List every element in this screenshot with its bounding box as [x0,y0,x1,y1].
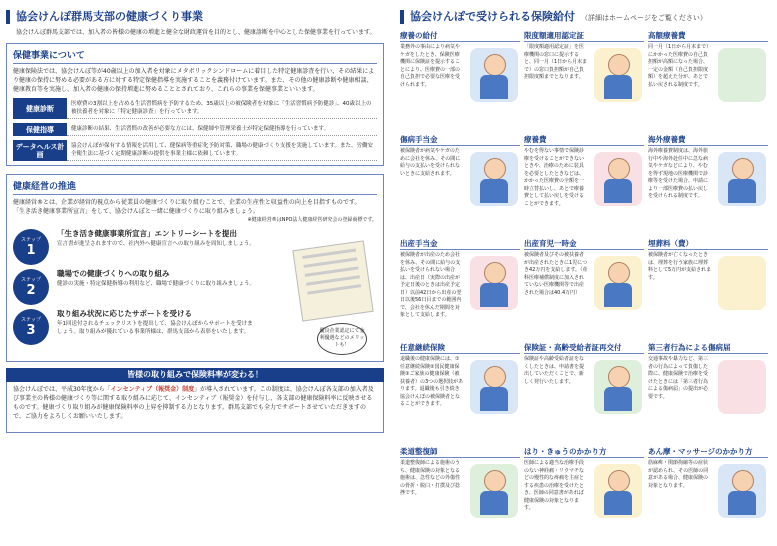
step-label: ステップ [21,276,41,283]
incentive-text [6,382,384,433]
benefit-item [648,238,768,338]
massage-illustration [718,464,766,518]
step-title: 職場での健康づくりへの取り組み [57,269,170,278]
benefit-item [648,446,768,546]
memorial-illustration [718,256,766,310]
keiei-note: ※健康経営®はNPO法人健康経営研究会の登録商標です。 [247,217,377,223]
certificate-image [292,240,373,321]
row-label: 保健指導 [13,123,67,136]
benefit-title: 療養の給付 [400,30,520,42]
benefit-item [400,446,520,546]
step-text: 健診の実施・特定保健指導の利用など、職場で健康づくりに取り組みましょう。 [57,281,256,287]
row-label: 健康診断 [13,98,67,119]
family-illustration [594,256,642,310]
benefit-title: 任意継続保険 [400,342,520,354]
benefit-text: 筋麻痺・関節拘縮等の症状が認められ、その医師の同意がある場合、健康保険の対象となります。 [648,460,709,489]
benefit-text: 被保険者が亡くなったときは、埋葬を行う家族に埋葬料として5万円が支給されます。 [648,252,712,281]
benefit-title: 保険証・高齢受給者証再交付 [524,342,644,354]
step-number: 2 [26,282,36,298]
left-column [6,10,384,433]
benefit-title: 海外療養費 [648,134,768,146]
row-label: データヘルス計画 [13,140,67,161]
benefit-item [400,238,520,338]
benefit-item [524,446,644,546]
incentive-text-b: 」が導入されています。この制度は、協会けんぽ各支部の加入者及び事業主の皆様の健康づくり等に関する取り組みに応じて、インセンティブ（報奨金）を付与し、各支部の健康保険料率に反映させるものです。健康づくり取り組みが健康保険料率の上昇を抑制する力となります。群馬支部でも全力でサポートさせていただきますので、ご協力をよろしくお願いいたします。 [13,386,374,420]
benefit-grid [400,30,772,546]
benefit-title: 出産育児一時金 [524,238,644,250]
keiei-text2: 「生き活き健康事業所宣言」をして、協会けんぽと一緒に健康づくりに取り組みましょう。 [13,208,259,215]
hoken-box [6,43,384,166]
right-title-text: 協会けんぽで受けられる保険給付 [410,10,575,23]
traveler-illustration [718,152,766,206]
benefit-title: 柔道整復師 [400,446,520,458]
step-text: 宣言書が進呈されますので、社内外へ健康宣言への取り組みを周知しましょう。 [57,241,255,247]
right-column [400,10,772,546]
right-subtitle: （詳細はホームページをご覧ください） [581,14,707,22]
row-shido [13,123,377,136]
benefit-text: やむを得ない事情で保険診療を受けることができないときや、治療のために装具を必要としたときなどは、かかった医療費の全額を一時立替払いし、あとで療養費として払い戻しを受けることができます。 [524,148,585,207]
benefit-title: 療養費 [524,134,644,146]
step-number: 1 [26,242,36,258]
retiree-illustration [470,360,518,414]
benefit-text: 被保険者が病気やケガのために会社を休み、その間に給与の支払いを受けられないときに支給されます。 [400,148,461,177]
benefit-title: 限度額適用認定証 [524,30,644,42]
incentive-highlight: インセンティブ（報奨金）制度 [110,386,195,393]
benefit-item [400,30,520,130]
benefit-text: 保険証や高齢受給者証をなくしたときは、申請書を提出していただくことで、新しく発行いたします。 [524,356,585,385]
benefit-title: 出産手当金 [400,238,520,250]
left-title: 協会けんぽ群馬支部の健康づくり事業 [6,10,384,24]
benefit-item [648,134,768,234]
step-badge [13,229,49,265]
step-number: 3 [26,322,36,338]
benefit-text: 医師による適当な治療手段のない神経痛・リウマチなどの慢性的な疼痛を主症とする疾患の治療を受けたとき、医師の同意書があれば健康保険の対象となります。 [524,460,585,511]
doctor-illustration [470,48,518,102]
acupuncture-illustration [594,464,642,518]
step-title: 取り組み状況に応じたサポートを受ける [57,309,192,318]
left-intro: 協会けんぽ群馬支部では、加入者の皆様の健康の増進と健全な財政運営を目的とし、健康診断を中心とした保健事業を行っています。 [16,29,376,36]
nurse-illustration [594,152,642,206]
step-badge [13,269,49,305]
row-text: 医療費の3割以上を占める生活習慣病を予防するため、35歳以上の被保険者を対象に「生活習慣病予防健診」、40歳以上の被扶養者を対象に「特定健康診査」を行っています。 [67,98,377,119]
hoken-title: 保健事業について [13,48,377,64]
merit-bubble: 優良企業認定にて金利優遇などのメリットも！ [317,323,367,355]
step-body [57,269,257,305]
benefit-text: 柔道整復師による施術のうち、健康保険の対象となる施術は、急性などの外傷性の骨折・脱臼・打撲及び捻挫です。 [400,460,461,496]
benefit-text: 海外療養費制度は、海外旅行中や海外赴任中に急な病気やケガなどにより、やむを得ず現地の医療機関で診療等を受けた場合、申請により一部医療費の払い戻しを受けられる制度です。 [648,148,709,199]
benefit-text: 業務外の事由により病気やケガをしたとき、保険医療機関に保険証を提示することにより、医療費の一部の自己負担で必要な医療を受けられます。 [400,44,461,88]
benefit-title: はり・きゅうのかかり方 [524,446,644,458]
car-accident-illustration [718,360,766,414]
keiei-title: 健康経営の推進 [13,179,377,195]
benefit-item [524,134,644,234]
benefit-title: 高額療養費 [648,30,768,42]
pregnant-woman-illustration [470,256,518,310]
step-text: 年1回送付されるチェックリストを提出して、協会けんぽからサポートを受けましょう。取り組みが優れている事業所様は、群馬支部から表彰をいたします。 [57,321,253,335]
benefit-item [648,30,768,130]
step-title: 「生き活き健康事業所宣言」エントリーシートを提出 [57,229,237,238]
benefit-item [524,238,644,338]
benefit-text: 「限度額適用認定証」を医療機関の窓口に提示すると、同一月（1日から月末まで）の窓口負担額が自己負担限度額までとなります。 [524,44,588,80]
worried-person-illustration [594,360,642,414]
benefit-item [524,30,644,130]
incentive-banner: 皆様の取り組みで保険料率が変わる！ [6,368,384,382]
benefit-title: 第三者行為による傷病届 [648,342,768,354]
right-title [400,10,772,24]
benefit-title: 傷病手当金 [400,134,520,146]
money-illustration [718,48,766,102]
benefit-item [648,342,768,442]
benefit-item [400,134,520,234]
benefit-text: 交通事故や暴力など、第三者の行為によって負傷した際に、健康保険で治療を受けたときには「第三者行為による傷病届」の提出が必要です。 [648,356,709,400]
benefit-text: 退職後の健康保険には、①任意継続保険②国民健康保険③ご家族の健康保険（被扶養者）の3つの選択肢があります。退職後も引き続き協会けんぽの被保険者となることができます。 [400,356,464,407]
benefit-title: 埋葬料（費） [648,238,768,250]
benefit-text: 同一月（1日から月末まで）にかかった医療費の自己負担額が高額になった場合、一定の金額（自己負担限度額）を超えた分が、あとで払い戻される制度です。 [648,44,712,88]
judo-therapist-illustration [470,464,518,518]
row-text: 健康診断の結果、生活習慣の改善が必要な方には、保健師や管理栄養士が特定保健指導を行っています。 [67,123,377,136]
reception-illustration [594,48,642,102]
step-body [57,309,257,345]
step-label: ステップ [21,316,41,323]
row-text: 協会けんぽが保有する情報を活用して、健保病等重症化予防対策、職場の健康づくり支援を実施しています。また、労働安全衛生法に基づく定期健康診断の提供を事業主様に依頼しています。 [67,140,377,161]
step-body [57,229,257,265]
row-datahealth [13,140,377,161]
keiei-text1: 健康経営®とは、企業が経営的視点から従業員の健康づくりに取り組むことで、企業の生産性と収益性の向上を目指すものです。 [13,199,361,206]
benefit-text: 被保険者が出産のため会社を休み、その間に給与の支払いを受けられない場合は、出産日（実際の出産が予定日後のときは出産予定日）以前42日から出産の翌日以後56日目までの範囲内で、会社を休んだ期間を対象として支給します。 [400,252,462,318]
benefit-item [400,342,520,442]
incentive-text-a: 協会けんぽでは、平成30年度から「 [13,386,111,393]
step-label: ステップ [21,236,41,243]
benefit-title: あん摩・マッサージのかかり方 [648,446,768,458]
benefit-item [524,342,644,442]
keiei-box [6,174,384,362]
sick-person-illustration [470,152,518,206]
step-badge [13,309,49,345]
hoken-text: 健康保険法では、協会けんぽ等が40歳以上の加入者を対象にメタボリックシンドロームに着目した特定健康診査を行い、その結果により健康の保持に努める必要がある方に対する特定保健指導を実施することを義務付けています。また、その他の健康診断や健康相談、健康教育等を実施し、加入者の健康の保持増進に努めることとされており、これらの事業を保健事業といいます。 [13,68,375,93]
row-kenshin [13,98,377,119]
benefit-text: 被保険者及びその被扶養者が出産されたときに1児につき42万円を支給します。（産科医療補償制度に加入されていない医療機関等で出産された場合は40.4万円） [524,252,588,296]
